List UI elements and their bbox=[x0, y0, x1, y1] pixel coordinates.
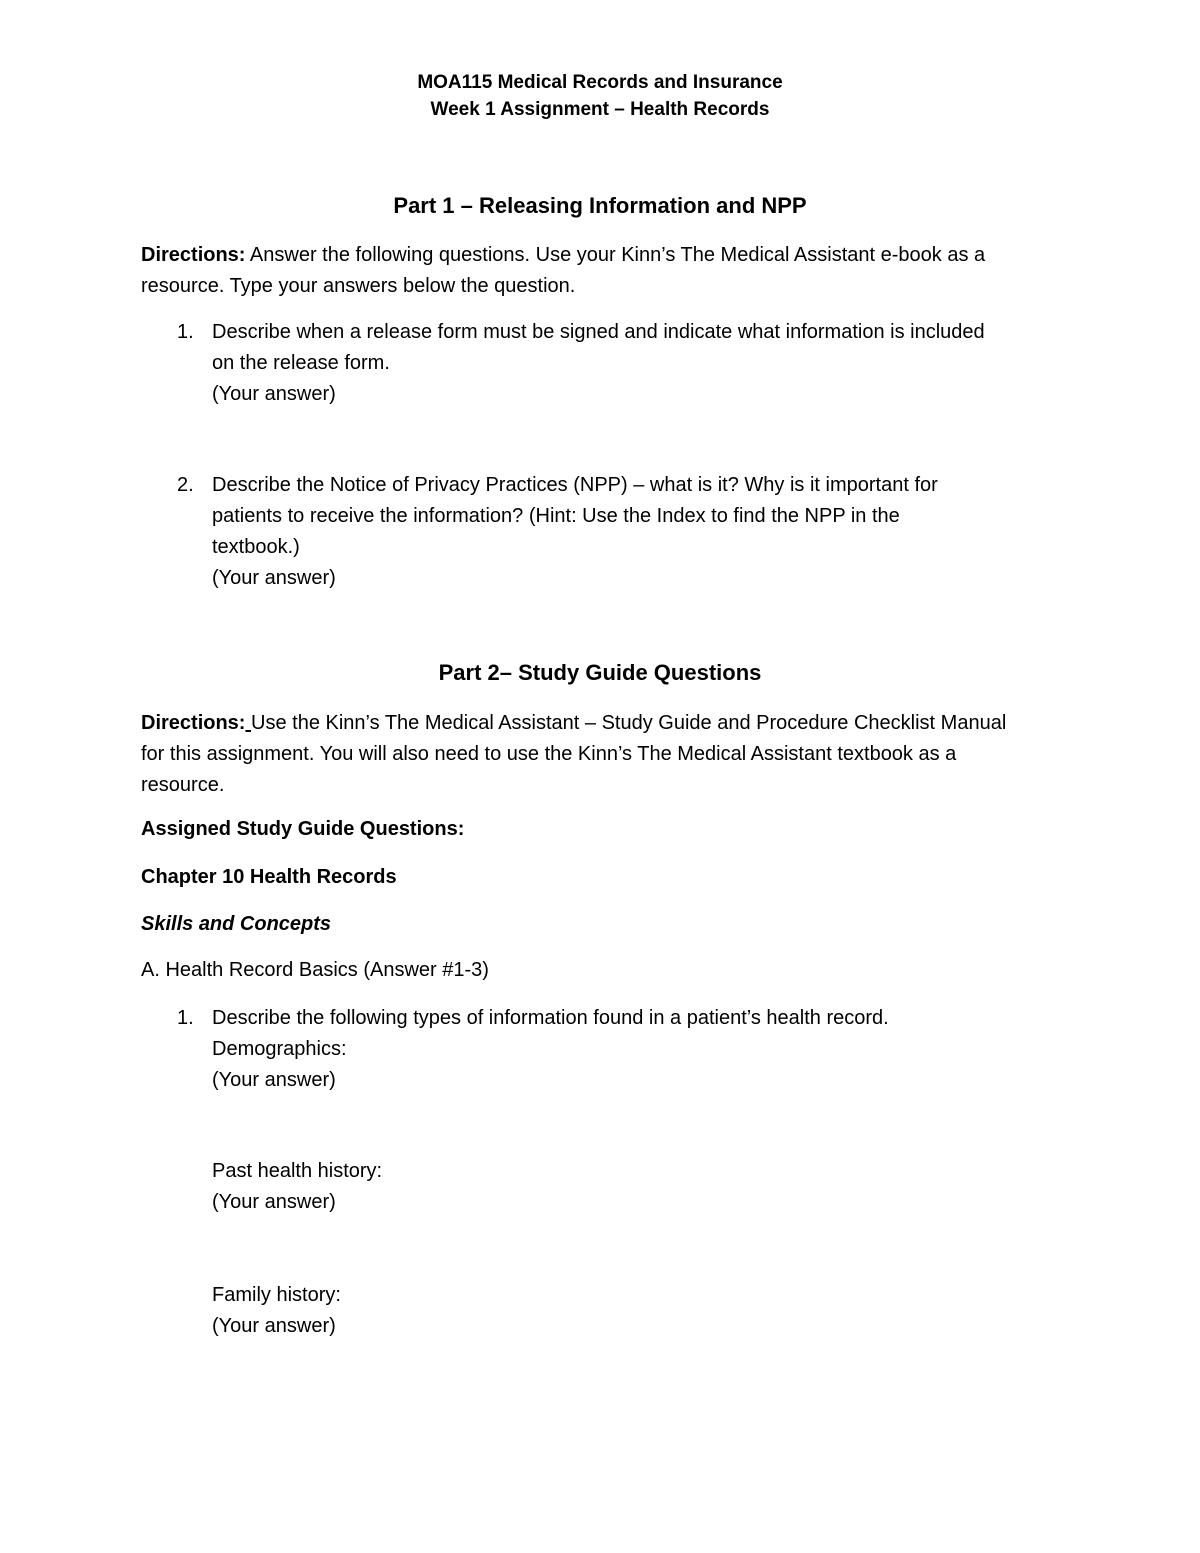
part1-directions-text-2: resource. Type your answers below the question. bbox=[141, 275, 576, 297]
past-health-history bbox=[212, 1156, 382, 1218]
part2-directions-label: Directions: bbox=[141, 712, 246, 734]
part1-directions-label: Directions: bbox=[141, 244, 246, 266]
part1-q2-line-3: textbook.) bbox=[212, 536, 300, 558]
family-history-answer: (Your answer) bbox=[212, 1315, 336, 1337]
part1-q1-line-2: on the release form. bbox=[212, 352, 390, 374]
part1-q1-line-1: Describe when a release form must be signed and indicate what information is included bbox=[212, 321, 985, 343]
part1-q2-line-2: patients to receive the information? (Hint: Use the Index to find the NPP in the bbox=[212, 505, 900, 527]
skills-heading: Skills and Concepts bbox=[141, 913, 332, 935]
part2-directions-text-1: Use the Kinn’s The Medical Assistant – Study Guide and Procedure Checklist Manual bbox=[251, 712, 1007, 734]
part1-q2-line-1: Describe the Notice of Privacy Practices (NPP) – what is it? Why is it important for bbox=[212, 474, 938, 496]
assignment-title: Week 1 Assignment – Health Records bbox=[430, 99, 770, 120]
part2-title: Part 2– Study Guide Questions bbox=[438, 660, 762, 685]
section-a-heading: A. Health Record Basics (Answer #1-3) bbox=[141, 959, 489, 981]
course-title: MOA115 Medical Records and Insurance bbox=[417, 72, 783, 93]
family-history bbox=[212, 1280, 341, 1342]
part2-directions-text-3: resource. bbox=[141, 774, 225, 796]
part1-q1-answer: (Your answer) bbox=[212, 383, 336, 405]
part2-directions bbox=[141, 708, 1006, 801]
demographics-answer: (Your answer) bbox=[212, 1069, 336, 1091]
part1-q2-number: 2. bbox=[177, 474, 194, 496]
part1-q2-answer: (Your answer) bbox=[212, 567, 336, 589]
part2-q1-line-1: Describe the following types of information found in a patient’s health record. bbox=[212, 1007, 889, 1029]
part1-q1 bbox=[212, 317, 985, 410]
demographics-label: Demographics: bbox=[212, 1038, 347, 1060]
chapter-heading: Chapter 10 Health Records bbox=[141, 866, 397, 888]
part1-q2 bbox=[212, 470, 938, 594]
part2-q1-number: 1. bbox=[177, 1007, 194, 1029]
part1-title: Part 1 – Releasing Information and NPP bbox=[393, 193, 807, 218]
part2-q1 bbox=[212, 1003, 889, 1096]
part1-directions-text-1: Answer the following questions. Use your Kinn’s The Medical Assistant e-book as a bbox=[245, 244, 986, 266]
part2-directions-text-2: for this assignment. You will also need to use the Kinn’s The Medical Assistant textbook as a bbox=[141, 743, 957, 765]
past-health-history-label: Past health history: bbox=[212, 1160, 383, 1182]
assigned-questions-heading: Assigned Study Guide Questions: bbox=[141, 818, 465, 840]
family-history-label: Family history: bbox=[212, 1284, 341, 1306]
past-health-history-answer: (Your answer) bbox=[212, 1191, 336, 1213]
part1-q1-number: 1. bbox=[177, 321, 194, 343]
part1-directions bbox=[141, 240, 985, 302]
